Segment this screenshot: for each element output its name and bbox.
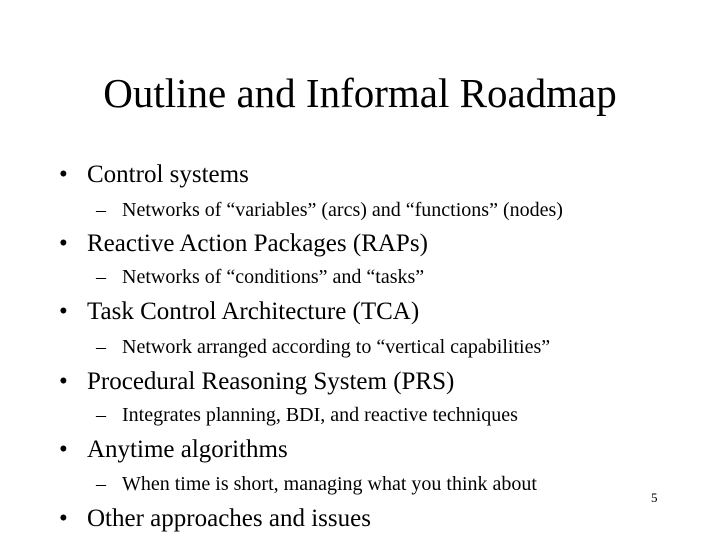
bullet-item: [59, 367, 454, 397]
sub-bullet-item: [96, 265, 424, 289]
sub-bullet-item: [96, 472, 537, 496]
bullet-text: Task Control Architecture (TCA): [87, 298, 420, 325]
dash-mark: –: [96, 473, 106, 495]
sub-bullet-text: When time is short, managing what you think about: [122, 473, 537, 495]
dash-mark: –: [96, 266, 106, 288]
bullet-text: Anytime algorithms: [87, 436, 288, 463]
bullet-item: [59, 160, 249, 190]
bullet-item: [59, 297, 419, 327]
bullet-item: [59, 504, 371, 534]
slide-title: Outline and Informal Roadmap: [103, 70, 617, 116]
dash-mark: –: [96, 404, 106, 426]
bullet-item: [59, 229, 428, 259]
bullet-text: Procedural Reasoning System (PRS): [87, 368, 455, 395]
sub-bullet-text: Networks of “variables” (arcs) and “functions” (nodes): [122, 199, 563, 221]
bullet-text: Control systems: [87, 161, 249, 188]
bullet-mark: •: [59, 368, 68, 395]
bullet-mark: •: [59, 298, 68, 325]
dash-mark: –: [96, 336, 106, 358]
sub-bullet-text: Networks of “conditions” and “tasks”: [122, 266, 425, 288]
bullet-mark: •: [59, 161, 68, 188]
bullet-mark: •: [59, 505, 68, 532]
bullet-text: Other approaches and issues: [87, 505, 371, 532]
bullet-mark: •: [59, 230, 68, 257]
sub-bullet-item: [96, 403, 518, 427]
page-number: 5: [651, 490, 658, 505]
bullet-mark: •: [59, 436, 68, 463]
bullet-text: Reactive Action Packages (RAPs): [87, 230, 428, 257]
sub-bullet-item: [96, 335, 550, 359]
sub-bullet-text: Integrates planning, BDI, and reactive techniques: [122, 404, 518, 426]
bullet-item: [59, 435, 288, 465]
sub-bullet-item: [96, 198, 563, 222]
sub-bullet-text: Network arranged according to “vertical capabilities”: [122, 336, 551, 358]
dash-mark: –: [96, 199, 106, 221]
